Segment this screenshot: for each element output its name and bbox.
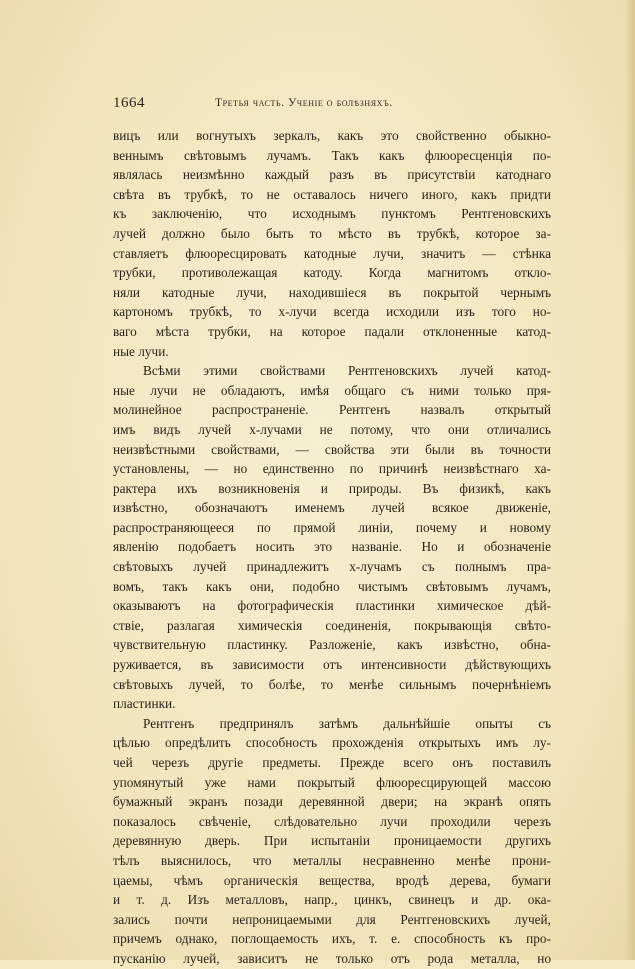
- text-line: вомъ, такъ какъ они, подобно чистымъ свѣтовымъ лучамъ,: [113, 578, 551, 594]
- text-line: ные лучи.: [113, 343, 169, 359]
- text-line: пусканію лучей, зависитъ не только отъ рода металла, но: [113, 950, 551, 966]
- text-line: цаемы, чѣмъ органическія вещества, вродѣ дерева, бумаги: [113, 872, 551, 888]
- text-line: извѣстно, обозначаютъ именемъ лучей всякое движеніе,: [113, 500, 551, 516]
- text-line: и т. д. Изъ металловъ, напр., цинкъ, свинецъ и др. ока-: [113, 892, 551, 908]
- text-line: деревянную дверь. При испытаніи проницаемости другихъ: [113, 833, 551, 849]
- text-line: свѣтовыхъ лучей, то болѣе, то менѣе сильнымъ почернѣніемъ: [113, 676, 551, 692]
- text-line: тѣлъ выяснилось, что металлы несравненно менѣе прони-: [113, 852, 551, 868]
- text-line: чувствительную пластинку. Разложеніе, какъ извѣстно, обна-: [113, 637, 551, 653]
- text-line: упомянутый уже нами покрытый флюоресцирующей массою: [113, 774, 551, 790]
- text-line: ваго мѣста трубки, на которое падали отклоненные катод-: [113, 323, 551, 339]
- text-line: зались почти непроницаемыми для Рентгеновскихъ лучей,: [113, 911, 551, 927]
- text-line: неизвѣстными свойствами, — свойства эти были въ точности: [113, 441, 551, 457]
- text-line: явленію подобаетъ носить это названіе. Но и обозначеніе: [113, 539, 551, 555]
- text-line: чей черезъ другіе предметы. Прежде всего онъ поставилъ: [113, 755, 551, 770]
- text-line: молинейное распространеніе. Рентгенъ назвалъ открытый: [113, 402, 551, 418]
- text-line: пластинки.: [113, 696, 176, 712]
- page-edge-shadow: [625, 0, 635, 960]
- text-line: няли катодные лучи, находившіеся въ покрытой чернымъ: [113, 284, 551, 300]
- text-line: трубки, противолежащая катоду. Когда магнитомъ откло-: [113, 265, 551, 281]
- text-line: ствіе, разлагая химическія соединенія, покрывающія свѣто-: [113, 617, 551, 633]
- body-text: [113, 126, 551, 969]
- text-line: являлась неизмѣнно каждый разъ въ присутствіи катоднаго: [113, 167, 551, 183]
- running-head: Третья часть. Ученіе о болѣзняхъ.: [215, 97, 393, 109]
- text-line: Всѣми этими свойствами Рентгеновскихъ лучей катод-: [143, 363, 551, 379]
- text-line: свѣта въ трубкѣ, то не оставалось ничего иного, какъ придти: [113, 186, 551, 202]
- text-line: картономъ трубкѣ, то х-лучи всегда исходили изъ того но-: [113, 304, 551, 320]
- text-line: веннымъ свѣтовымъ лучамъ. Такъ какъ флюоресценція по-: [113, 147, 551, 163]
- text-line: ставляетъ флюоресцировать катодные лучи, значитъ — стѣнка: [113, 245, 551, 261]
- text-line: показалось свѣченіе, слѣдовательно лучи проходили черезъ: [113, 813, 551, 829]
- text-line: руживается, въ зависимости отъ интенсивности дѣйствующихъ: [113, 657, 551, 673]
- text-line: рактера ихъ возникновенія и природы. Въ физикѣ, какъ: [113, 480, 551, 496]
- text-line: цѣлью опредѣлить способность прохожденія открытыхъ имъ лу-: [113, 735, 551, 751]
- text-line: свѣтовыхъ лучей принадлежитъ х-лучамъ съ полнымъ пра-: [113, 559, 551, 575]
- text-line: оказываютъ на фотографическія пластинки химическое дѣй-: [113, 598, 551, 614]
- text-line: ные лучи не обладаютъ, имѣя общаго съ ними только пря-: [113, 382, 551, 398]
- text-line: къ заключенію, что исходнымъ пунктомъ Рентгеновскихъ: [113, 206, 551, 222]
- text-line: Рентгенъ предпринялъ затѣмъ дальнѣйшіе опыты съ: [143, 715, 551, 731]
- text-line: вицъ или вогнутыхъ зеркалъ, какъ это свойственно обыкно-: [113, 128, 551, 143]
- text-line: распространяющееся по прямой линіи, почему и новому: [113, 519, 551, 535]
- text-line: причемъ однако, поглощаемость ихъ, т. е. способность къ про-: [113, 931, 551, 947]
- text-line: установлены, — но единственно по причинѣ неизвѣстнаго ха-: [113, 461, 551, 477]
- text-line: лучей должно было быть то мѣсто въ трубкѣ, которое за-: [113, 225, 551, 241]
- text-line: бумажный экранъ позади деревянной двери; на экранѣ опять: [113, 794, 551, 810]
- page-number: 1664: [113, 95, 145, 111]
- page-header: [113, 95, 553, 115]
- text-line: имъ видъ лучей х-лучами не потому, что они отличались: [113, 421, 551, 437]
